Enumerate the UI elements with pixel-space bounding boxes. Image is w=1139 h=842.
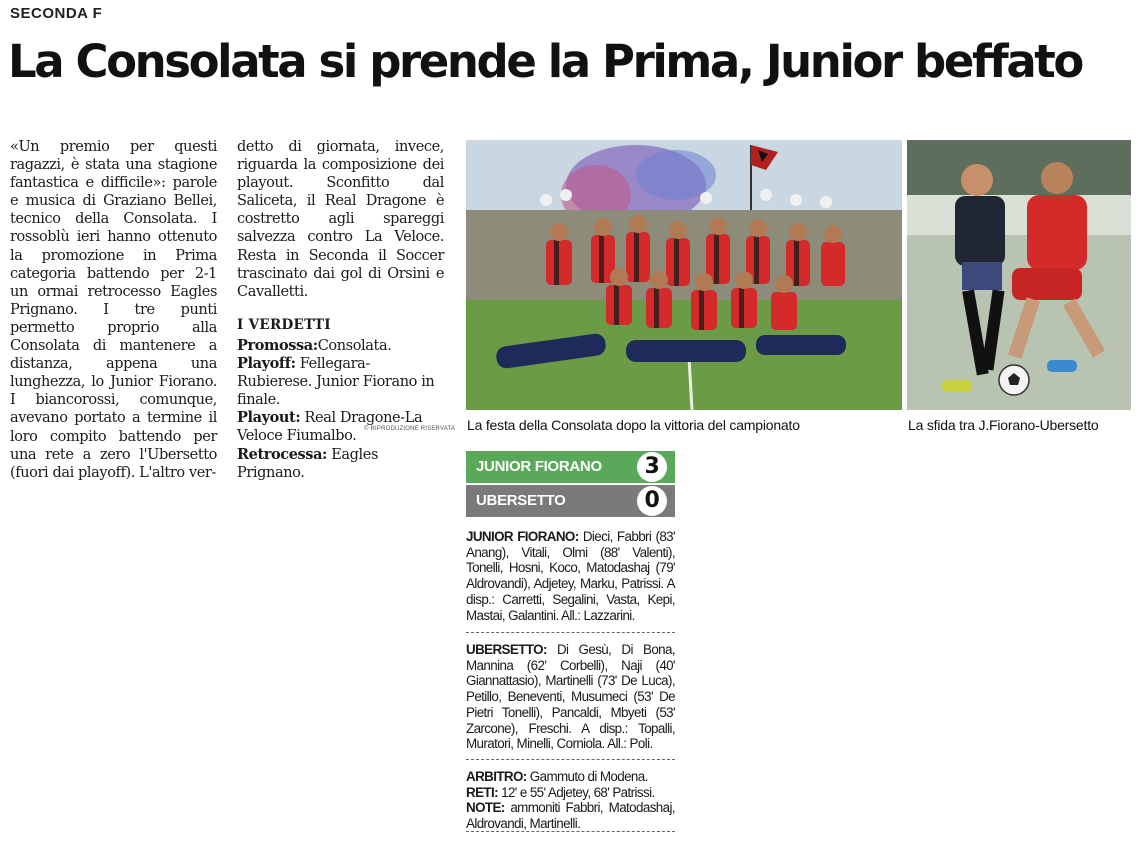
verdetto-label: Retrocessa: [237, 445, 328, 463]
divider [466, 632, 675, 633]
photo-caption-1: La festa della Consolata dopo la vittoria del campionato [467, 417, 800, 433]
celebration-illustration [466, 140, 902, 410]
home-score: 3 [637, 452, 667, 482]
article-text-1: «Un premio per questi ragazzi, è stata una stagione fantastica e difficile»: parole e musica di Graziano Bellei, tecnico della Consolata. I rossoblù ieri hanno ottenuto la promozione in Prima categoria battendo per 2-1 un ormai retrocesso Eagles Prignano. I tre punti permetto proprio alla Consolata di mantenere a distanza, appena una lunghezza, lo Junior Fiorano. I biancorossi, comunque, avevano portato a termine il loro compito battendo per una rete a zero l'Ubersetto (fuori dai playoff). L'altro ver- [10, 139, 217, 481]
arbitro-label: ARBITRO: [466, 769, 527, 784]
verdetto-label: Promossa: [237, 336, 318, 354]
team-celebration-photo [466, 140, 902, 410]
arbitro-line [466, 769, 675, 785]
verdetto-value: Fellegara-Rubierese. Junior Fiorano in finale. [237, 356, 435, 409]
away-lineup-label: UBERSETTO: [466, 642, 547, 657]
divider [466, 759, 675, 760]
verdetto-playoff [237, 355, 444, 409]
match-illustration [907, 140, 1131, 410]
verdetto-value: Eagles Prignano. [237, 446, 379, 481]
verdetto-value: Real Dragone-La Veloce Fiumalbo. [237, 410, 423, 445]
note-line [466, 800, 675, 831]
home-team-name: JUNIOR FIORANO [476, 458, 602, 475]
arbitro-value: Gammuto di Modena. [529, 769, 648, 784]
divider [466, 831, 675, 832]
note-label: NOTE: [466, 800, 505, 816]
reti-label: RETI: [466, 784, 498, 800]
score-row-home [466, 451, 675, 483]
photo-caption-2: La sfida tra J.Fiorano-Ubersetto [908, 417, 1099, 433]
reti-line [466, 785, 675, 801]
verdetto-promossa [237, 337, 444, 355]
verdetti-title: I VERDETTI [237, 316, 331, 333]
away-lineup-text: Di Gesù, Di Bona, Mannina (62' Corbelli), Naji (40' Giannattasio), Martinelli (73' De Luca), Petillo, Beneventi, Musumeci (53' De Pietri Tonelli), Pancaldi, Mbyeti (53' Zarcone), Freschi. A disp.: Topalli, Muratori, Minelli, Corniola. All.: Poli. [466, 642, 675, 752]
score-row-away [466, 485, 675, 517]
copyright-note: © RIPRODUZIONE RISERVATA [364, 426, 456, 432]
home-lineup-label: JUNIOR FIORANO: [466, 529, 579, 544]
away-lineup [466, 642, 675, 752]
away-score: 0 [637, 486, 667, 516]
reti-value: 12' e 55' Adjetey, 68' Patrissi. [501, 784, 655, 800]
verdetto-retrocessa [237, 446, 444, 482]
article-column-1 [10, 138, 217, 482]
verdetto-label: Playoff: [237, 355, 296, 373]
article-text-2: detto di giornata, invece, riguarda la composizione dei playout. Sconfitto dal Saliceta, il Real Dragone è costretto agli spareggi salvezza contro La Veloce. Resta in Seconda il Soccer trascinato dai gol di Orsini e Cavalletti. [237, 139, 444, 300]
home-lineup-text: Dieci, Fabbri (83' Anang), Vitali, Olmi (88' Valenti), Tonelli, Hosni, Koco, Matodashaj (79' Aldrovandi), Adjetey, Marku, Patrissi. A disp.: Carretti, Segalini, Vasta, Kepi, Mastai, Galantini. All.: Lazzarini. [466, 529, 675, 623]
away-team-name: UBERSETTO [476, 492, 566, 509]
ball-icon [999, 365, 1029, 395]
verdetto-value: Consolata. [317, 337, 392, 354]
note-value: ammoniti Fabbri, Matodashaj, Aldrovandi, Martinelli. [466, 800, 675, 832]
match-action-photo [907, 140, 1131, 410]
verdetti-list [237, 337, 444, 482]
match-info [466, 769, 675, 832]
headline: La Consolata si prende la Prima, Junior beffato [8, 35, 1082, 88]
verdetto-label: Playout: [237, 409, 301, 427]
section-kicker: SECONDA F [10, 5, 103, 22]
home-lineup [466, 529, 675, 623]
